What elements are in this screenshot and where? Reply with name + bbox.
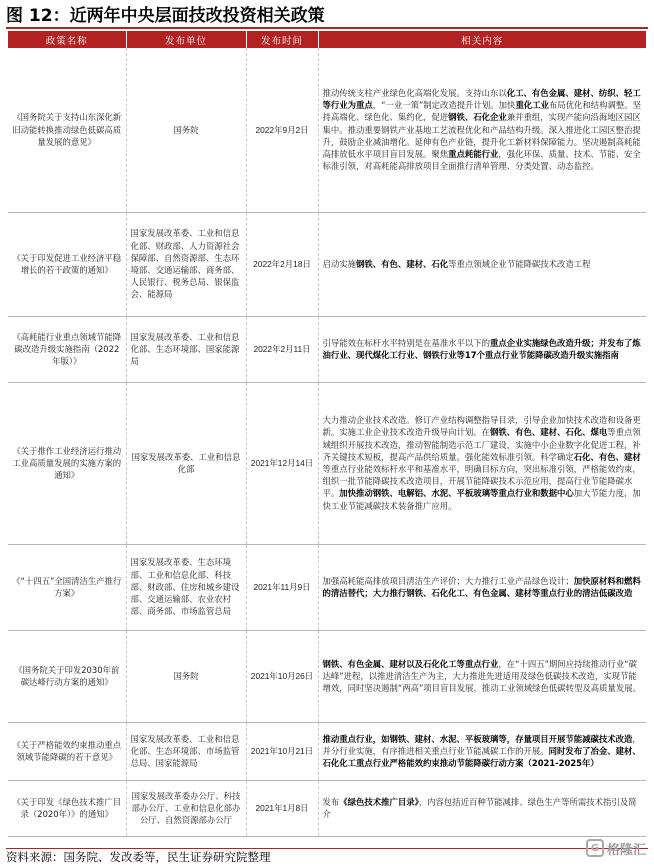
content-bold-segment: 重点耗能行业	[448, 149, 499, 160]
content-bold-segment: 同时发布了冶金、建材、石化化工重点行业严格能效约束推动节能降碳行动方案（2021-2025年）	[322, 745, 641, 769]
content-segment: 布局优化和结构调整。坚持高端化、绿色化、集约化，促进	[322, 100, 642, 123]
watermark	[586, 835, 646, 861]
content-segment: 推动传统支柱产业绿色化高端化发展。支持山东以	[322, 88, 507, 99]
content-bold-segment: 重化工业	[515, 100, 549, 111]
content-bold-segment: 钢铁、有色、建材、石化、煤电	[490, 427, 608, 438]
issuer: 国家发展改革委、工业和信息化部	[126, 382, 246, 544]
issue-date: 2022年9月2日	[246, 48, 318, 212]
issue-date: 2022年2月18日	[246, 212, 318, 316]
issuer: 国务院	[126, 48, 246, 212]
content-segment: 加大节能力度，加快工业节能减碳技术装备推广应用。	[322, 488, 641, 511]
content-bold-segment: 石化、有色、建材	[573, 451, 641, 462]
table-row	[8, 316, 646, 382]
policy-name: 《关于印发促进工业经济平稳增长的若干政策的通知》	[8, 212, 126, 316]
issue-date: 2022年2月11日	[246, 316, 318, 382]
issuer: 国务院	[126, 630, 246, 722]
issue-date: 2021年10月26日	[246, 630, 318, 722]
content-segment: 发布	[322, 796, 340, 807]
issuer: 国家发展改革委、工业和信息化部、生态环境部、市场监管总局、国家能源局	[126, 722, 246, 780]
policy-name: 《高耗能行业重点领域节能降碳改造升级实施指南（2022年版）》	[8, 316, 126, 382]
content-segment: 等重点领域企业节能降碳技术改造工程	[448, 258, 591, 269]
content-segment: 等重点行业能效标杆水平和基准水平，明确目标方向，突出标准引领，严格能效约束，组织一批节能降碳技术改造项目，开展节能降碳技术示范应用，提高行业节能降碳水平。	[322, 464, 641, 499]
content-segment: 启动实施	[322, 258, 356, 269]
policy-content	[318, 544, 646, 630]
content-segment: ，内容包括近百种节能减排、绿色生产等所需技术指引及简介	[322, 796, 637, 819]
header-issuer: 发布单位	[126, 31, 246, 48]
content-segment: 兼并重组，实现产能向沿海地区园区集中。推动重要钢铁产业基地工艺流程优化和产品结构升级。深入推进化工园区整治提升，鼓励企业减油增化。延伸有色产业链，提升化工新材料保障能力。坚决遏制高耗能高排放低水平项目盲目发展。聚焦	[322, 112, 641, 160]
policy-content	[318, 630, 646, 722]
table-row	[8, 544, 646, 630]
header-content: 相关内容	[318, 31, 646, 48]
table-row	[8, 630, 646, 722]
watermark-logo-icon: G	[586, 839, 604, 857]
content-segment: 引导能效在标杆水平特别是在基准水平以下的	[322, 337, 490, 348]
content-bold-segment: 钢铁、有色、建材、石化	[356, 258, 449, 269]
issuer: 国家发展改革委、生态环境部、工业和信息化部、科技部、财政部、住房和城乡建设部、交通运输部、农业农村部、商务部、市场监管总局	[126, 544, 246, 630]
policy-table	[8, 31, 646, 837]
content-bold-segment: 推动重点行业，如钢铁、建材、水泥、平板玻璃等，存量项目开展节能减碳技术改造	[322, 733, 633, 744]
figure-title: 图 12：近两年中央层面技改投资相关政策	[6, 3, 648, 29]
content-segment: 大力推动企业技术改造。修订产业结构调整指导目录，引导企业加快技术改造和设备更新。实施工业企业技术改造升级导向计划。在	[322, 415, 641, 438]
table-header-row	[8, 31, 646, 48]
table-row	[8, 780, 646, 836]
policy-content	[318, 382, 646, 544]
content-segment: ，强化环保、质量、技术、节能、安全标准引领，对高耗能高排放项目全面推行清单管理、分类处置、动态监控。	[322, 149, 641, 172]
content-bold-segment: 钢铁、有色金属、建材以及石化化工等重点行业	[322, 658, 499, 669]
policy-content	[318, 722, 646, 780]
watermark-text: 格隆汇	[606, 842, 646, 858]
issue-date: 2021年12月14日	[246, 382, 318, 544]
policy-name: 《关于推作工业经济运行推动工业高质量发展的实施方案的通知》	[8, 382, 126, 544]
issue-date: 2021年1月8日	[246, 780, 318, 836]
content-segment: ，并分行业实施，有序推进相关重点行业节能减碳工作的开展。	[322, 733, 641, 756]
policy-name: 《关于印发《绿色技术推广目录（2020年）》的通知》	[8, 780, 126, 836]
policy-content	[318, 212, 646, 316]
content-bold-segment: 《绿色技术推广目录》	[339, 796, 419, 807]
table-row	[8, 382, 646, 544]
policy-name: 《关于严格能效约束推动重点领域节能降碳的若干意见》	[8, 722, 126, 780]
content-bold-segment: 化工、有色金属、建材、纺织、轻工等行业为重点	[322, 88, 641, 111]
content-segment: ，在“十四五”期间应持续推动行业“碳达峰”进程，以推进清洁生产为主，大力推进先进适用及绿色低碳技术改造，实现节能增效，同时坚决遏制“两高”项目盲目发展，推动工业领域绿色低碳转型及高质量发展。	[322, 658, 642, 694]
source-note: 资料来源：国务院、发改委等，民生证券研究院整理	[6, 848, 648, 866]
issuer: 国家发展改革委办公厅、科技部办公厅、工业和信息化部办公厅、自然资源部办公厅	[126, 780, 246, 836]
policy-name: 《国务院关于支持山东深化新旧动能转换推动绿色低碳高质量发展的意见》	[8, 48, 126, 212]
content-segment: 加强高耗能高排放项目清洁生产评价；大力推行工业产品绿色设计；	[322, 575, 574, 586]
issue-date: 2021年11月9日	[246, 544, 318, 630]
table-row	[8, 722, 646, 780]
content-bold-segment: 加快原材料和燃料的清洁替代；大力推行钢铁、石化化工、有色金属、建材等重点行业的清洁低碳改造	[322, 575, 641, 598]
policy-name: 《“十四五”全国清洁生产推行方案》	[8, 544, 126, 630]
issuer: 国家发展改革委、工业和信息化部、财政部、人力资源社会保障部、自然资源部、生态环境部、交通运输部、商务部、人民银行、税务总局、银保监会、能源局	[126, 212, 246, 316]
content-bold-segment: 重点企业实施绿色改造升级；并发布了炼油行业、现代煤化工行业、钢铁行业等17个重点行业节能降碳改造升级实施指南	[322, 337, 641, 360]
issue-date: 2021年10月21日	[246, 722, 318, 780]
policy-content	[318, 780, 646, 836]
header-date: 发布时间	[246, 31, 318, 48]
content-bold-segment: 加快推动钢铁、电解铝、水泥、平板玻璃等重点行业和数据中心	[339, 488, 574, 499]
header-policy-name: 政策名称	[8, 31, 126, 48]
table-row	[8, 212, 646, 316]
policy-content	[318, 48, 646, 212]
issuer: 国家发展改革委、工业和信息化部、生态环境部、国家能源局	[126, 316, 246, 382]
table-row	[8, 48, 646, 212]
content-segment: ，“一业一策”制定改造提升计划。加快	[372, 100, 516, 111]
content-segment: 等重点领域组织开展技术改造，推动智能制造示范工厂建设，实施中小企业数字化促进工程，补齐关键技术短板，提高产品供给质量。强化能效标准引领。科学确定	[322, 427, 641, 462]
policy-content	[318, 316, 646, 382]
content-bold-segment: 钢铁、石化企业	[448, 112, 507, 123]
policy-name: 《国务院关于印发2030年前碳达峰行动方案的通知》	[8, 630, 126, 722]
